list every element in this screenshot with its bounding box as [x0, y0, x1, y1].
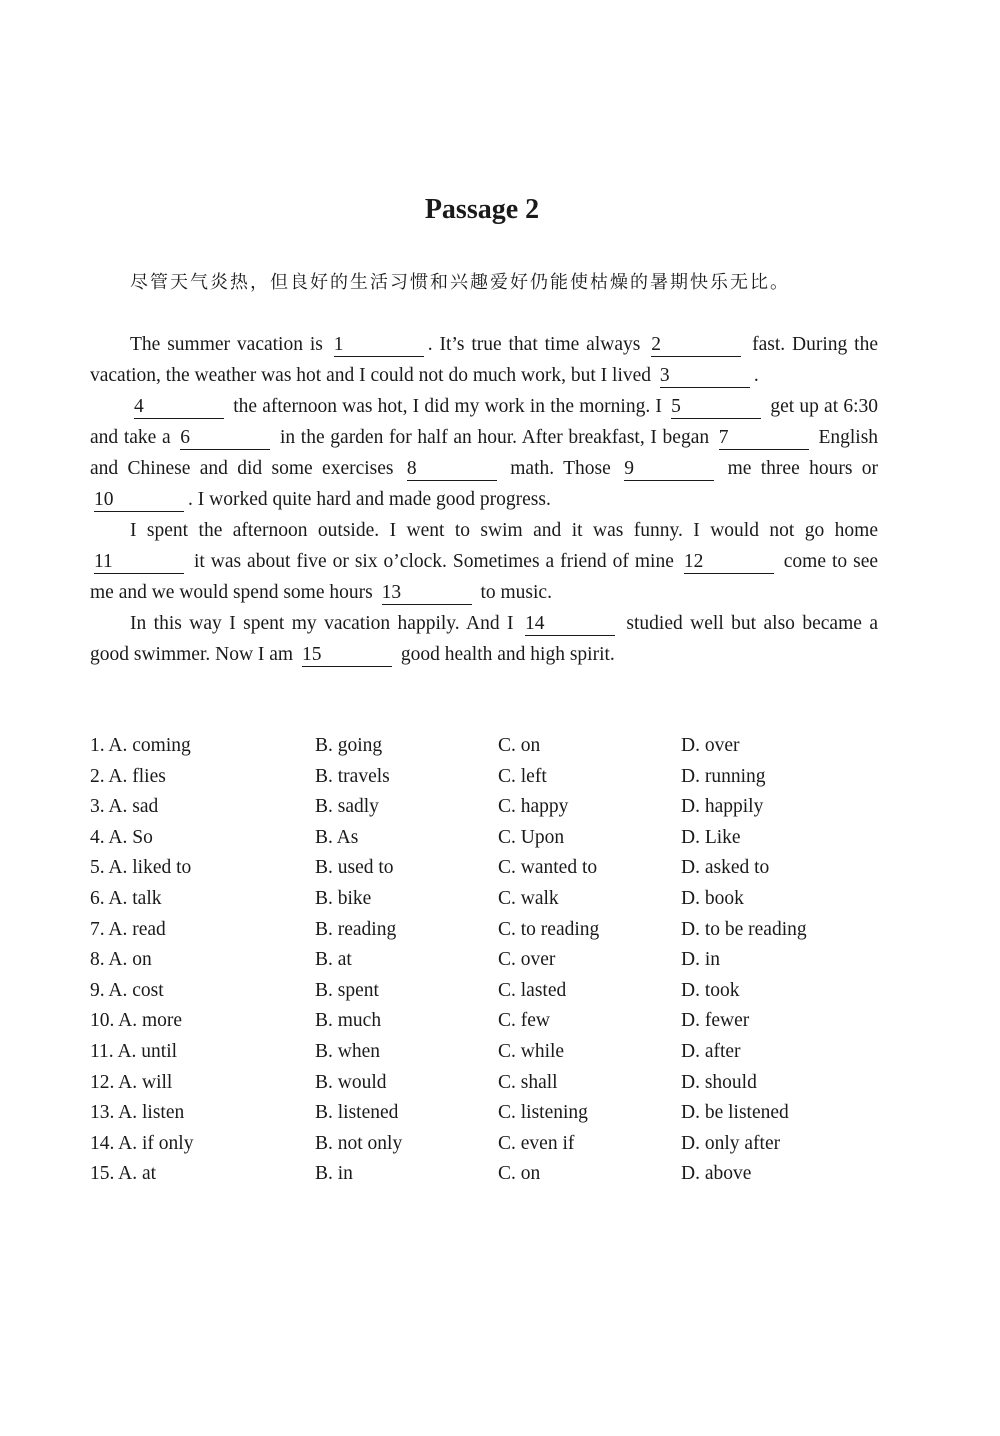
option-row-6 [90, 884, 890, 915]
passage-text-segment: studied well but also became a good swimmer. Now I am [90, 613, 878, 665]
blank-13: 13 [382, 582, 472, 605]
answer-options [90, 731, 890, 1190]
option-b: B. not only [315, 1132, 403, 1154]
option-b: B. much [315, 1010, 382, 1032]
blank-11: 11 [94, 551, 184, 574]
passage-text-segment: fast. During the vacation, the weather was hot and I could not do much work, but I lived [90, 334, 878, 386]
option-c: C. shall [498, 1071, 558, 1093]
option-d: D. above [681, 1163, 752, 1185]
passage-text-segment: English and Chinese and did some exercises [90, 427, 879, 479]
option-a: 11. A. until [90, 1040, 178, 1062]
option-b: B. in [315, 1163, 353, 1185]
option-c: C. happy [498, 796, 569, 818]
option-a: 9. A. cost [90, 979, 164, 1001]
option-b: B. would [315, 1071, 387, 1093]
option-row-14 [90, 1129, 890, 1160]
blank-8: 8 [407, 458, 497, 481]
option-b: B. travels [315, 765, 390, 787]
option-b: B. when [315, 1040, 380, 1062]
option-d: D. running [681, 765, 766, 787]
option-c: C. over [498, 949, 556, 971]
option-c: C. walk [498, 887, 559, 909]
option-c: C. to reading [498, 918, 600, 940]
option-b: B. sadly [315, 796, 379, 818]
passage-text-segment: come to see me and we would spend some hours [90, 551, 879, 603]
paragraph-1 [90, 329, 878, 391]
option-b: B. bike [315, 887, 372, 909]
option-b: B. As [315, 826, 359, 848]
passage-text-segment: In this way I spent my vacation happily. And I [130, 613, 514, 634]
option-c: C. few [498, 1010, 550, 1032]
option-row-7 [90, 915, 890, 946]
option-row-2 [90, 762, 890, 793]
option-row-5 [90, 853, 890, 884]
option-d: D. over [681, 735, 740, 756]
option-row-15 [90, 1159, 890, 1190]
option-d: D. after [681, 1040, 741, 1062]
passage-title: Passage 2 [424, 194, 540, 225]
option-a: 15. A. at [90, 1163, 157, 1185]
option-d: D. should [681, 1071, 757, 1093]
paragraph-2 [90, 391, 878, 515]
option-a: 8. A. on [90, 949, 152, 971]
option-b: B. used to [315, 857, 394, 879]
option-b: B. listened [315, 1102, 399, 1124]
option-row-4 [90, 823, 890, 854]
passage-text-segment: the afternoon was hot, I did my work in the morning. I [233, 396, 662, 417]
option-row-10 [90, 1006, 890, 1037]
option-row-1 [90, 731, 890, 762]
option-a: 2. A. flies [90, 765, 166, 787]
blank-3: 3 [660, 365, 750, 388]
chinese-intro: 尽管天气炎热，但良好的生活习惯和兴趣爱好仍能使枯燥的暑期快乐无比。 [130, 272, 790, 293]
blank-7: 7 [719, 427, 809, 450]
option-c: C. on [498, 1163, 541, 1185]
option-d: D. asked to [681, 857, 770, 879]
option-d: D. in [681, 949, 720, 971]
paragraph-4 [90, 608, 878, 670]
option-row-11 [90, 1037, 890, 1068]
option-d: D. only after [681, 1132, 781, 1154]
blank-1: 1 [334, 334, 424, 357]
blank-5: 5 [671, 396, 761, 419]
option-row-9 [90, 976, 890, 1007]
passage-text-segment: I spent the afternoon outside. I went to swim and it was funny. I would not go home [130, 520, 878, 541]
option-b: B. reading [315, 918, 397, 940]
passage-text-segment: in the garden for half an hour. After breakfast, I began [279, 427, 710, 448]
passage-text-segment: . It’s true that time always [427, 334, 641, 355]
option-row-13 [90, 1098, 890, 1129]
passage-text-segment: math. Those [510, 458, 611, 479]
option-c: C. while [498, 1040, 565, 1062]
option-a: 10. A. more [90, 1010, 183, 1032]
passage-text-segment: me three hours or [727, 458, 879, 479]
option-d: D. Like [681, 826, 741, 848]
option-d: D. happily [681, 796, 764, 818]
option-a: 14. A. if only [90, 1132, 194, 1154]
blank-2: 2 [651, 334, 741, 357]
option-a: 6. A. talk [90, 887, 162, 909]
option-c: C. listening [498, 1102, 588, 1124]
blank-4: 4 [134, 396, 224, 419]
option-c: C. on [498, 735, 541, 756]
option-a: 1. A. coming [90, 735, 191, 756]
option-d: D. fewer [681, 1010, 750, 1032]
blank-12: 12 [684, 551, 774, 574]
option-a: 12. A. will [90, 1071, 173, 1093]
option-c: C. even if [498, 1132, 575, 1154]
option-a: 3. A. sad [90, 796, 159, 818]
option-b: B. at [315, 949, 352, 971]
option-d: D. took [681, 979, 740, 1001]
option-d: D. be listened [681, 1102, 789, 1124]
option-a: 5. A. liked to [90, 857, 192, 879]
option-a: 13. A. listen [90, 1102, 185, 1124]
blank-6: 6 [180, 427, 270, 450]
option-a: 4. A. So [90, 826, 153, 848]
passage-text-segment: to music. [480, 582, 552, 603]
option-c: C. Upon [498, 826, 565, 848]
blank-15: 15 [302, 644, 392, 667]
option-row-12 [90, 1068, 890, 1099]
option-d: D. book [681, 887, 744, 909]
blank-10: 10 [94, 489, 184, 512]
option-d: D. to be reading [681, 918, 807, 940]
option-b: B. going [315, 735, 383, 756]
option-c: C. lasted [498, 979, 567, 1001]
blank-9: 9 [624, 458, 714, 481]
option-row-3 [90, 792, 890, 823]
option-b: B. spent [315, 979, 379, 1001]
passage-text-segment: it was about five or six o’clock. Sometimes a friend of mine [193, 551, 674, 572]
passage-text-segment: good health and high spirit. [400, 644, 615, 665]
blank-14: 14 [525, 613, 615, 636]
option-a: 7. A. read [90, 918, 166, 940]
passage-text-segment: . I worked quite hard and made good progress. [188, 489, 551, 510]
passage-text-segment: The summer vacation is [130, 334, 323, 355]
option-row-8 [90, 945, 890, 976]
paragraph-3 [90, 515, 878, 608]
option-c: C. wanted to [498, 857, 598, 879]
passage-text [90, 329, 878, 670]
passage-text-segment: get up at 6:30 and take a [90, 396, 878, 448]
option-c: C. left [498, 765, 547, 787]
passage-text-segment: . [753, 365, 759, 386]
